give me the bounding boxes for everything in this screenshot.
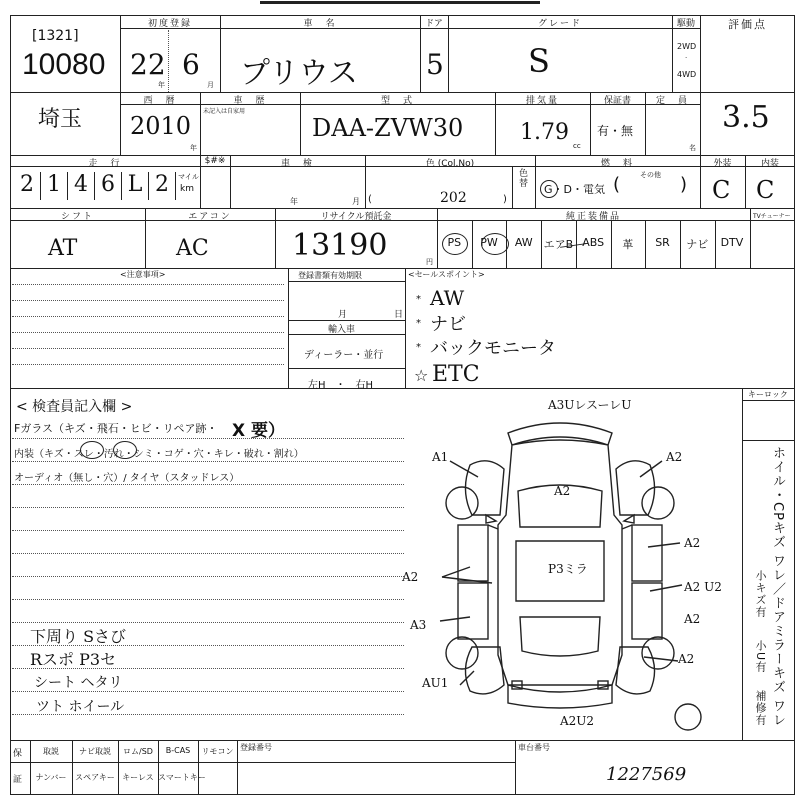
chassis-number: 1227569 bbox=[606, 764, 687, 785]
doc-day: 日 bbox=[394, 310, 404, 320]
footer-item-bottom: スペアキー bbox=[75, 773, 115, 782]
grade: S bbox=[528, 42, 550, 80]
sales-point-4: ETC bbox=[432, 362, 480, 387]
drive-dot: · bbox=[685, 54, 688, 62]
history-note: 未記入は自家用 bbox=[203, 108, 246, 115]
yen-unit: 円 bbox=[426, 258, 433, 266]
mark-front-bumper: A3UレスーレU bbox=[548, 398, 632, 412]
fender-right-front bbox=[616, 461, 655, 515]
western-year: 2010 bbox=[130, 112, 192, 140]
fuel-paren-close: ) bbox=[680, 174, 688, 195]
displacement: 1.79 bbox=[520, 120, 569, 145]
mark-right-front-door: A2 bbox=[684, 536, 701, 550]
color-label: 色 (Col.No) bbox=[425, 159, 475, 169]
ps-circle bbox=[442, 233, 468, 255]
color-paren-open: ( bbox=[368, 194, 372, 205]
caution-label: <注意事項> bbox=[120, 270, 166, 279]
color-code: 202 bbox=[440, 190, 467, 206]
warranty-label: 保証書 bbox=[603, 96, 631, 106]
reg-number-label: 登録番号 bbox=[240, 743, 272, 752]
footer-item-top: 取説 bbox=[43, 747, 59, 756]
reg-month-unit: 月 bbox=[207, 81, 214, 89]
displacement-label: 排気量 bbox=[525, 96, 559, 106]
drive-label: 駆動 bbox=[676, 19, 695, 29]
first-reg-label: 初度登録 bbox=[147, 19, 192, 29]
wheel-left-front bbox=[446, 487, 478, 519]
western-year-label: 西 暦 bbox=[143, 96, 177, 106]
rear-window bbox=[520, 617, 600, 656]
front-bumper bbox=[508, 423, 612, 445]
capacity-label: 定 員 bbox=[655, 96, 689, 106]
reg-year: 22 bbox=[130, 48, 166, 81]
sales-point-1: AW bbox=[430, 286, 465, 310]
equipment-item: AW bbox=[514, 236, 533, 249]
sr-label: $#※ bbox=[204, 156, 226, 166]
footer-side-bottom: 証 bbox=[13, 775, 23, 785]
equipment-item: ABS bbox=[582, 236, 605, 249]
interior-line: 内装（キズ・スレ・汚れ・シミ・コゲ・穴・キレ・破れ・割れ） bbox=[14, 449, 304, 460]
footer-item-bottom: ナンバー bbox=[35, 773, 67, 782]
mark-left-rear: AU1 bbox=[422, 676, 449, 690]
footer-item-bottom: キーレス bbox=[122, 773, 154, 782]
interior-grade: C bbox=[756, 176, 775, 204]
recycle-amount: 13190 bbox=[292, 228, 388, 263]
mark-roof: P3ミラ bbox=[548, 562, 588, 576]
footer-side-top: 保 bbox=[13, 749, 23, 759]
car-name-label: 車 名 bbox=[303, 19, 337, 29]
bullet-4: ☆ bbox=[414, 366, 429, 385]
ac-label: エアコン bbox=[188, 212, 232, 222]
equipment-item: 革 bbox=[622, 238, 634, 251]
history-label: 車 歴 bbox=[233, 96, 267, 106]
drive-2wd: 2WD bbox=[677, 42, 697, 51]
handwritten-note-4: ツト ホイール bbox=[36, 699, 125, 715]
dealer-option: ディーラー・並行 bbox=[304, 350, 384, 361]
mileage-digits bbox=[14, 172, 184, 202]
mark-right-fender: A2 bbox=[666, 450, 683, 464]
inspector-title: < 検査員記入欄 > bbox=[16, 399, 133, 415]
sales-point-3: バックモニータ bbox=[430, 338, 556, 359]
interior-label: 内装 bbox=[760, 159, 779, 169]
footer-item-bottom: スマートキー bbox=[158, 773, 206, 782]
footer-item-top: リモコン bbox=[201, 747, 234, 756]
equipment-item: SR bbox=[655, 236, 670, 249]
mark-right-quarter: A2 bbox=[684, 612, 701, 626]
wheel-left-rear bbox=[446, 637, 478, 669]
handwritten-note-2: Rスポ P3セ bbox=[30, 650, 117, 669]
shift-value: AT bbox=[48, 236, 78, 261]
side-legend: ホイル・CPキズ ワレ／ドアミラーキズ ワレ bbox=[770, 446, 785, 728]
bullet-3: * bbox=[416, 342, 421, 353]
mileage-label: 走 行 bbox=[88, 159, 122, 169]
interior-circle-2 bbox=[113, 441, 137, 459]
mark-left-door: A2 bbox=[402, 570, 419, 584]
drive-4wd: 4WD bbox=[677, 70, 697, 79]
wheel-right-rear bbox=[642, 637, 674, 669]
prefecture: 埼玉 bbox=[38, 107, 83, 132]
mark-hood: A2 bbox=[554, 484, 571, 498]
door-right-rear bbox=[632, 583, 662, 639]
footer-item-top: ナビ取説 bbox=[79, 747, 111, 756]
equipment-label: 純正装備品 bbox=[565, 212, 621, 222]
western-year-unit: 年 bbox=[190, 144, 197, 152]
model-code: DAA-ZVW30 bbox=[312, 114, 464, 142]
doc-expiry-label: 登録書類有効期限 bbox=[298, 271, 362, 280]
capacity-unit: 名 bbox=[689, 144, 696, 152]
score-value: 3.5 bbox=[722, 100, 770, 135]
chassis-label: 車台番号 bbox=[518, 743, 550, 752]
equipment-item: PW bbox=[480, 236, 498, 249]
shift-label: シフト bbox=[60, 212, 94, 222]
doc-month: 月 bbox=[338, 310, 348, 320]
lot-number: 10080 bbox=[22, 48, 106, 81]
fuel-options: G・D・電気 bbox=[544, 183, 605, 196]
fuel-paren-open: ( bbox=[613, 174, 621, 195]
mark-right-rear: A2 bbox=[678, 652, 695, 666]
side-note-small-scratch: 小キズ有 bbox=[754, 570, 767, 618]
mileage-digit: 2 bbox=[149, 172, 176, 200]
footer-item-top: ロム/SD bbox=[123, 747, 153, 756]
mileage-unit-km: km bbox=[180, 184, 194, 194]
glass-mark: X 要） bbox=[232, 421, 286, 441]
import-label: 輸入車 bbox=[328, 325, 356, 335]
mark-left-quarter: A3 bbox=[410, 618, 427, 632]
mileage-digit: 1 bbox=[41, 172, 68, 200]
car-name: プリウス bbox=[240, 56, 358, 91]
doors: 5 bbox=[426, 48, 444, 81]
bullet-2: * bbox=[416, 318, 421, 329]
side-note-repaired: 補修有 bbox=[754, 690, 767, 726]
score-label: 評価点 bbox=[728, 18, 767, 31]
glass-line: Fガラス（キズ・飛石・ヒビ・リペア跡・ bbox=[14, 422, 218, 435]
footer-item-top: B-CAS bbox=[165, 746, 191, 755]
audio-line: オーディオ（無し・穴）/ タイヤ（スタッドレス） bbox=[14, 473, 240, 484]
pw-circle bbox=[481, 233, 509, 255]
shaken-label: 車 検 bbox=[280, 159, 314, 169]
fender-left-front bbox=[465, 461, 504, 515]
warranty-value: 有・無 bbox=[597, 124, 634, 138]
shaken-month-unit: 月 bbox=[352, 197, 360, 206]
key-lock-label: キーロック bbox=[748, 390, 788, 399]
handwritten-note-3: シート ヘタリ bbox=[34, 675, 123, 691]
spare-wheel bbox=[675, 704, 701, 730]
sales-points-label: <セールスポイント> bbox=[408, 270, 485, 279]
recycle-label: リサイクル預託金 bbox=[320, 212, 392, 222]
side-note-small-dent: 小U有 bbox=[754, 640, 767, 674]
exterior-grade: C bbox=[712, 176, 731, 204]
reg-month: 6 bbox=[182, 48, 200, 81]
handle-option: 左H ・ 右H bbox=[308, 380, 374, 391]
interior-circle-1 bbox=[80, 441, 104, 459]
fuel-other: その他 bbox=[640, 171, 661, 179]
sales-point-2: ナビ bbox=[430, 314, 466, 335]
mileage-digit: 6 bbox=[95, 172, 122, 200]
mark-right-rear-door: A2 U2 bbox=[684, 580, 722, 594]
shaken-year-unit: 年 bbox=[290, 197, 298, 206]
fuel-label: 燃 料 bbox=[600, 159, 634, 169]
equipment-item: ナビ bbox=[686, 238, 709, 251]
exterior-label: 外装 bbox=[713, 159, 732, 169]
equipment-item: PS bbox=[447, 236, 462, 249]
mileage-unit-mile: マイル bbox=[178, 173, 199, 181]
grade-label: グレード bbox=[537, 19, 582, 29]
mark-left-fender: A1 bbox=[432, 450, 449, 464]
mark-rear-bumper: A2U2 bbox=[560, 714, 595, 728]
door-left-front bbox=[458, 525, 488, 581]
mileage-digit: L bbox=[122, 172, 149, 200]
recolor-label: 色替 bbox=[517, 168, 527, 188]
cc-unit: cc bbox=[573, 142, 581, 150]
wheel-right-front bbox=[642, 487, 674, 519]
equipment-item: エアB bbox=[543, 238, 574, 251]
lot-label: [1321] bbox=[32, 28, 79, 44]
mileage-digit: 2 bbox=[14, 172, 41, 200]
reg-year-unit: 年 bbox=[158, 81, 165, 89]
door-left-rear bbox=[458, 583, 488, 639]
top-title-fragment bbox=[260, 0, 540, 4]
handwritten-note-1: 下周り Sさび bbox=[30, 627, 127, 646]
bullet-1: * bbox=[416, 294, 421, 305]
mileage-digit: 4 bbox=[68, 172, 95, 200]
car-damage-diagram bbox=[400, 395, 740, 740]
color-paren-close: ) bbox=[503, 194, 507, 205]
equipment-item: DTV bbox=[720, 236, 744, 249]
door-right-front bbox=[632, 525, 662, 581]
ac-value: AC bbox=[176, 236, 209, 261]
tv-tuner-label: TVチューナー bbox=[753, 213, 791, 220]
model-label: 型 式 bbox=[380, 96, 414, 106]
door-label: ドア bbox=[425, 19, 443, 29]
